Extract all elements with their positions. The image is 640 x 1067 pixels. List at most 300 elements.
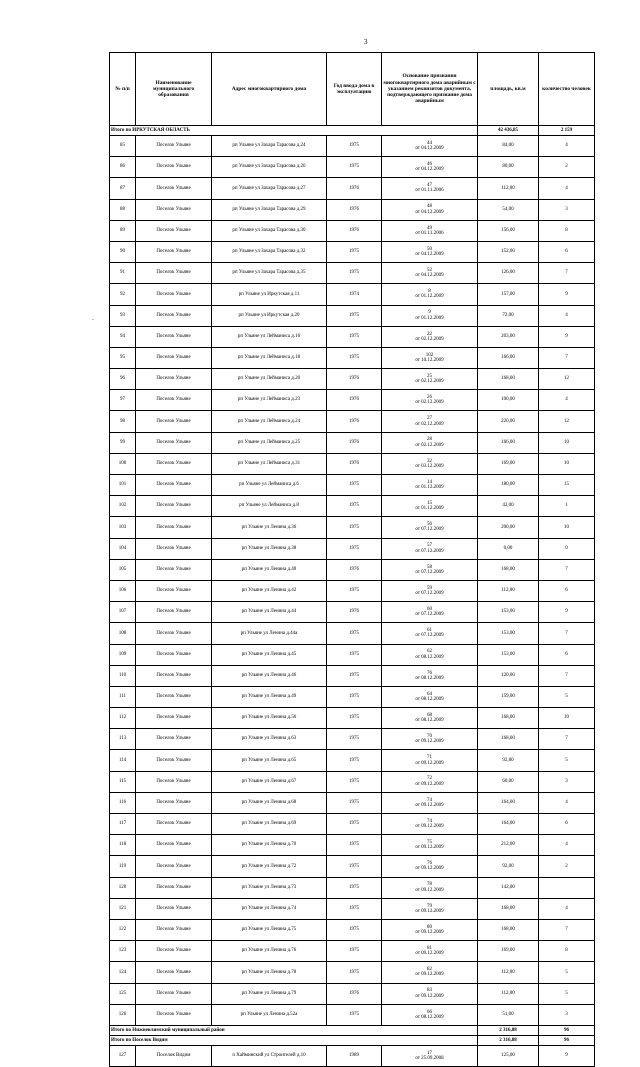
cell-address: рп Ульяне ул Захара Тарасова д.29	[212, 199, 327, 220]
table-row	[110, 814, 595, 835]
header-num: № п/п	[110, 53, 136, 126]
cell-people: 7	[539, 729, 595, 750]
table-row	[110, 623, 595, 644]
cell-doc-number: 68	[427, 712, 432, 718]
cell-area: 156,00	[478, 220, 539, 241]
cell-municipality: Поселок Ульяне	[136, 602, 212, 623]
cell-people: 5	[539, 983, 595, 1004]
housing-table	[109, 52, 595, 1067]
cell-num: 93	[110, 305, 136, 326]
cell-people: 1	[539, 496, 595, 517]
cell-doc-number: 59	[427, 585, 432, 591]
cell-municipality: Поселок Ульяне	[136, 136, 212, 157]
cell-doc-date: от 04.12.2009	[415, 146, 444, 152]
cell-municipality: Поселок Ульяне	[136, 750, 212, 771]
cell-num: 120	[110, 877, 136, 898]
cell-municipality: Поселок Ульяне	[136, 898, 212, 919]
table-row	[110, 941, 595, 962]
cell-address: рп Ульяне ул Ленина д.38	[212, 538, 327, 559]
table-row	[110, 475, 595, 496]
cell-num: 99	[110, 432, 136, 453]
cell-doc-date: от 04.12.2009	[415, 252, 444, 258]
cell-year: 1975	[327, 475, 382, 496]
cell-doc-date: от 03.12.2009	[415, 463, 444, 469]
cell-doc-date: от 07.12.2009	[415, 569, 444, 575]
cell-address: рп Ульяне ул Иркутская д.11	[212, 284, 327, 305]
cell-municipality: Поселок Ульяне	[136, 877, 212, 898]
cell-people: 12	[539, 369, 595, 390]
table-row	[110, 792, 595, 813]
cell-address: рп Ульяне ул Ленина д.49	[212, 686, 327, 707]
cell-doc-number: 66	[427, 1009, 432, 1015]
cell-basis	[382, 263, 478, 284]
table-row	[110, 241, 595, 262]
cell-people: 9	[539, 1045, 595, 1066]
cell-people: 5	[539, 750, 595, 771]
cell-basis	[382, 136, 478, 157]
cell-area: 168,00	[478, 708, 539, 729]
cell-doc-date: от 09.12.2009	[415, 887, 444, 893]
cell-basis	[382, 475, 478, 496]
cell-num: 92	[110, 284, 136, 305]
cell-year: 1975	[327, 538, 382, 559]
cell-municipality: Поселок Ульяне	[136, 305, 212, 326]
cell-address: рп Ульяне ул Ленина д.78	[212, 962, 327, 983]
cell-doc-date: от 01.12.2009	[415, 315, 444, 321]
cell-num: 108	[110, 623, 136, 644]
cell-num: 127	[110, 1045, 136, 1066]
cell-area: 112,00	[478, 580, 539, 601]
cell-address: рп Ульяне ул Ленина д.44	[212, 602, 327, 623]
total-region-people: 2 159	[539, 126, 595, 136]
cell-address: рп Ульяне ул Лейманиса д.23	[212, 390, 327, 411]
cell-address: рп Ульяне ул Ленина д.76	[212, 941, 327, 962]
cell-municipality: Поселок Ульяне	[136, 559, 212, 580]
cell-people: 3	[539, 771, 595, 792]
cell-num: 86	[110, 157, 136, 178]
cell-basis	[382, 814, 478, 835]
cell-municipality: Поселок Ульяне	[136, 983, 212, 1004]
cell-address: рп Ульяне ул Ленина д.75	[212, 919, 327, 940]
cell-municipality: Поселок Ульяне	[136, 919, 212, 940]
cell-doc-date: от 09.12.2009	[415, 845, 444, 851]
cell-people: 4	[539, 835, 595, 856]
cell-year: 1975	[327, 771, 382, 792]
cell-municipality: Поселок Ульяне	[136, 220, 212, 241]
cell-municipality: Поселок Ульяне	[136, 475, 212, 496]
cell-doc-date: от 08.12.2009	[415, 675, 444, 681]
cell-area: 100,00	[478, 390, 539, 411]
cell-area: 169,00	[478, 941, 539, 962]
cell-doc-number: 83	[427, 988, 432, 994]
cell-people: 6	[539, 580, 595, 601]
cell-municipality: Поселок Ульяне	[136, 178, 212, 199]
cell-area: 212,00	[478, 835, 539, 856]
cell-doc-date: от 01.12.2009	[415, 506, 444, 512]
cell-people: 2	[539, 856, 595, 877]
cell-doc-date: от 10.12.2009	[415, 357, 444, 363]
header-area: площадь, кв.м	[478, 53, 539, 126]
table-header-row	[110, 53, 595, 126]
cell-doc-number: 74	[427, 797, 432, 803]
cell-area: 142,00	[478, 877, 539, 898]
cell-doc-date: от 04.12.2009	[415, 209, 444, 215]
cell-year: 1976	[327, 559, 382, 580]
cell-municipality: Поселок Ульяне	[136, 835, 212, 856]
cell-doc-number: 22	[427, 331, 432, 337]
cell-year: 1975	[327, 686, 382, 707]
cell-doc-number: 61	[427, 628, 432, 634]
cell-doc-number: 72	[427, 776, 432, 782]
table-row	[110, 432, 595, 453]
cell-num: 89	[110, 220, 136, 241]
cell-doc-date: от 04.12.2009	[415, 167, 444, 173]
cell-doc-date: от 01.12.2009	[415, 485, 444, 491]
cell-year: 1975	[327, 517, 382, 538]
cell-year: 1975	[327, 919, 382, 940]
header-year: Год ввода дома в эксплуатацию	[327, 53, 382, 126]
cell-basis	[382, 729, 478, 750]
cell-doc-number: 80	[427, 924, 432, 930]
cell-basis	[382, 432, 478, 453]
cell-area: 168,00	[478, 369, 539, 390]
cell-doc-date: от 09.12.2009	[415, 908, 444, 914]
table-row	[110, 178, 595, 199]
table-row	[110, 1045, 595, 1066]
cell-municipality: Поселок Ульяне	[136, 517, 212, 538]
side-mark: -	[92, 317, 94, 323]
cell-municipality: Поселок Ульяне	[136, 453, 212, 474]
cell-num: 119	[110, 856, 136, 877]
cell-municipality: Поселок Ульяне	[136, 665, 212, 686]
cell-people: 4	[539, 305, 595, 326]
cell-doc-number: 25	[427, 373, 432, 379]
cell-num: 122	[110, 919, 136, 940]
cell-basis	[382, 178, 478, 199]
cell-basis	[382, 220, 478, 241]
cell-doc-number: 48	[427, 204, 432, 210]
cell-year: 1974	[327, 284, 382, 305]
cell-doc-number: 75	[427, 840, 432, 846]
cell-doc-date: от 07.12.2009	[415, 612, 444, 618]
cell-address: рп Ульяне ул Захара Тарасова д.27	[212, 178, 327, 199]
cell-area: 168,00	[478, 898, 539, 919]
cell-basis	[382, 877, 478, 898]
table-row	[110, 750, 595, 771]
cell-doc-number: 82	[427, 967, 432, 973]
cell-num: 121	[110, 898, 136, 919]
page-number: 3	[364, 38, 368, 46]
cell-people: 9	[539, 326, 595, 347]
cell-doc-number: 44	[427, 140, 432, 146]
cell-num: 103	[110, 517, 136, 538]
cell-municipality: Поселок Ульяне	[136, 1004, 212, 1025]
table-row	[110, 708, 595, 729]
cell-people: 2	[539, 157, 595, 178]
cell-municipality: Поселок Ульяне	[136, 263, 212, 284]
cell-people: 9	[539, 284, 595, 305]
cell-area: 164,00	[478, 814, 539, 835]
cell-basis	[382, 623, 478, 644]
cell-num: 106	[110, 580, 136, 601]
cell-municipality: Поселок Ульяне	[136, 623, 212, 644]
cell-area: 42,00	[478, 496, 539, 517]
cell-doc-date: от 01.12.2009	[415, 294, 444, 300]
cell-address: рп Ульяне ул Ленина д.68	[212, 792, 327, 813]
cell-doc-number: 70	[427, 734, 432, 740]
cell-municipality: Поселок Ульяне	[136, 962, 212, 983]
cell-num: 90	[110, 241, 136, 262]
cell-doc-date: от 07.12.2009	[415, 591, 444, 597]
cell-area: 120,00	[478, 665, 539, 686]
cell-area: 51,00	[478, 1004, 539, 1025]
cell-area: 125,00	[478, 1045, 539, 1066]
cell-doc-date: от 02.12.2009	[415, 421, 444, 427]
table-row	[110, 390, 595, 411]
cell-num: 116	[110, 792, 136, 813]
table-row	[110, 1004, 595, 1025]
cell-basis	[382, 919, 478, 940]
header-address: Адрес многоквартирного дома	[212, 53, 327, 126]
cell-area: 164,00	[478, 792, 539, 813]
cell-num: 125	[110, 983, 136, 1004]
table-row	[110, 263, 595, 284]
cell-doc-number: 76	[427, 861, 432, 867]
table-row	[110, 665, 595, 686]
cell-year: 1975	[327, 580, 382, 601]
cell-municipality: Поселок Ульяне	[136, 496, 212, 517]
cell-num: 98	[110, 411, 136, 432]
cell-municipality: Поселок Ульяне	[136, 792, 212, 813]
cell-doc-date: от 09.12.2009	[415, 866, 444, 872]
cell-doc-date: от 02.12.2009	[415, 442, 444, 448]
cell-year: 1976	[327, 983, 382, 1004]
cell-area: 200,00	[478, 517, 539, 538]
cell-people: 10	[539, 453, 595, 474]
cell-doc-number: 50	[427, 246, 432, 252]
cell-doc-number: 49	[427, 225, 432, 231]
cell-municipality: Поселок Ульяне	[136, 856, 212, 877]
cell-doc-number: 81	[427, 945, 432, 951]
cell-municipality: Поселок Ульяне	[136, 432, 212, 453]
cell-municipality: Поселок Ульяне	[136, 390, 212, 411]
cell-year: 1975	[327, 1004, 382, 1025]
cell-area: 112,00	[478, 962, 539, 983]
table-row	[110, 517, 595, 538]
cell-year: 1975	[327, 729, 382, 750]
cell-doc-number: 102	[425, 352, 434, 358]
total-settlement-row	[110, 1035, 595, 1045]
cell-people: 6	[539, 814, 595, 835]
table-row	[110, 411, 595, 432]
cell-address: рп Ульяне ул Ленина д.65	[212, 750, 327, 771]
total-settlement-people: 96	[539, 1035, 595, 1045]
cell-address: п Хайминский ул Строителей д.10	[212, 1045, 327, 1066]
cell-area: 159,00	[478, 686, 539, 707]
table-row	[110, 835, 595, 856]
cell-area: 153,00	[478, 644, 539, 665]
cell-municipality: Поселок Ульяне	[136, 580, 212, 601]
cell-address: рп Ульяне ул Лейманиса д.18	[212, 347, 327, 368]
cell-people: 3	[539, 199, 595, 220]
cell-num: 91	[110, 263, 136, 284]
table-row	[110, 347, 595, 368]
cell-people: 7	[539, 559, 595, 580]
cell-people: 10	[539, 708, 595, 729]
cell-basis	[382, 602, 478, 623]
table-row	[110, 983, 595, 1004]
cell-doc-number: 78	[427, 882, 432, 888]
cell-year: 1975	[327, 708, 382, 729]
cell-year: 1975	[327, 856, 382, 877]
cell-basis	[382, 284, 478, 305]
total-district-label: Итого по Нижнеилимский муниципальный район	[110, 1025, 478, 1035]
cell-address: рп Ульяне ул Ленина д.56	[212, 708, 327, 729]
cell-num: 107	[110, 602, 136, 623]
cell-municipality: Поселок Ульяне	[136, 284, 212, 305]
cell-doc-number: 79	[427, 903, 432, 909]
total-district-area: 2 316,88	[478, 1025, 539, 1035]
cell-address: рп Ульяне ул Ленина д.42	[212, 580, 327, 601]
cell-num: 97	[110, 390, 136, 411]
cell-address: рп Ульяне ул Ленина д.67	[212, 771, 327, 792]
table-row	[110, 284, 595, 305]
table-row	[110, 602, 595, 623]
cell-year: 1976	[327, 390, 382, 411]
total-settlement-area: 2 316,88	[478, 1035, 539, 1045]
cell-year: 1975	[327, 157, 382, 178]
cell-address: рп Ульяне ул Ленина д.70	[212, 835, 327, 856]
cell-area: 152,00	[478, 241, 539, 262]
cell-municipality: Поселок Ульяне	[136, 157, 212, 178]
cell-doc-number: 15	[427, 501, 432, 507]
cell-doc-date: от 07.12.2009	[415, 548, 444, 554]
cell-people: 10	[539, 517, 595, 538]
cell-doc-date: от 09.12.2009	[415, 951, 444, 957]
cell-basis	[382, 580, 478, 601]
table-row	[110, 326, 595, 347]
cell-doc-date: от 09.12.2009	[415, 993, 444, 999]
cell-basis	[382, 665, 478, 686]
cell-basis	[382, 771, 478, 792]
cell-municipality: Поселок Ульяне	[136, 326, 212, 347]
total-region-label: Итого по ИРКУТСКАЯ ОБЛАСТЬ	[110, 126, 478, 136]
cell-people: 4	[539, 390, 595, 411]
cell-year: 1975	[327, 877, 382, 898]
cell-address: рп Ульяне ул Ленина д.45	[212, 644, 327, 665]
cell-people: 4	[539, 178, 595, 199]
total-district-people: 96	[539, 1025, 595, 1035]
cell-num: 111	[110, 686, 136, 707]
table-row	[110, 898, 595, 919]
cell-address: рп Ульяне ул Лейманиса д.8	[212, 496, 327, 517]
cell-year: 1975	[327, 496, 382, 517]
cell-people: 7	[539, 263, 595, 284]
cell-doc-date: от 08.12.2009	[415, 654, 444, 660]
cell-area: 112,00	[478, 983, 539, 1004]
cell-people: 4	[539, 898, 595, 919]
cell-address: рп Ульяне ул Ленина д.36	[212, 517, 327, 538]
cell-people: 7	[539, 347, 595, 368]
cell-basis	[382, 983, 478, 1004]
cell-basis	[382, 962, 478, 983]
cell-doc-number: 17	[427, 1050, 432, 1056]
cell-doc-number: 26	[427, 395, 432, 401]
table-row	[110, 369, 595, 390]
cell-municipality: Поселок Ульяне	[136, 347, 212, 368]
cell-num: 109	[110, 644, 136, 665]
cell-num: 110	[110, 665, 136, 686]
cell-area: 92,00	[478, 856, 539, 877]
cell-basis	[382, 750, 478, 771]
cell-basis	[382, 708, 478, 729]
cell-address: рп Ульяне ул Лейманиса д.20	[212, 369, 327, 390]
header-basis: Основание признания многоквартирного дома аварийным с указанием реквизитов документа, подтверждающего признание дома аварийным	[382, 53, 478, 126]
cell-municipality: Поселок Ульяне	[136, 708, 212, 729]
cell-people: 5	[539, 962, 595, 983]
cell-doc-date: от 09.12.2009	[415, 824, 444, 830]
cell-address: рп Ульяне ул Захара Тарасова д.30	[212, 220, 327, 241]
cell-people: 10	[539, 432, 595, 453]
cell-num: 104	[110, 538, 136, 559]
cell-doc-date: от 02.12.2009	[415, 400, 444, 406]
cell-doc-number: 71	[427, 755, 432, 761]
cell-year: 1976	[327, 220, 382, 241]
cell-area: 153,00	[478, 602, 539, 623]
cell-address: рп Ульяне ул Лейманиса д.25	[212, 432, 327, 453]
cell-num: 87	[110, 178, 136, 199]
cell-basis	[382, 538, 478, 559]
header-people: количество человек	[539, 53, 595, 126]
cell-year: 1975	[327, 241, 382, 262]
cell-doc-number: 56	[427, 522, 432, 528]
table-row	[110, 877, 595, 898]
cell-doc-date: от 09.12.2009	[415, 760, 444, 766]
cell-people: 9	[539, 602, 595, 623]
cell-num: 96	[110, 369, 136, 390]
cell-people: 12	[539, 411, 595, 432]
cell-address: рп Ульяне ул Ленина д.44а	[212, 623, 327, 644]
cell-year: 1989	[327, 1045, 382, 1066]
table-row	[110, 538, 595, 559]
cell-address: рп Ульяне ул Ленина д.40	[212, 559, 327, 580]
cell-doc-date: от 08.12.2009	[415, 696, 444, 702]
cell-municipality: Поселок Ульяне	[136, 411, 212, 432]
cell-municipality: Поселок Ульяне	[136, 241, 212, 262]
cell-year: 1975	[327, 792, 382, 813]
cell-area: 168,00	[478, 559, 539, 580]
cell-num: 126	[110, 1004, 136, 1025]
cell-address: рп Ульяне ул Ленина д.73	[212, 877, 327, 898]
cell-doc-number: 46	[427, 162, 432, 168]
cell-year: 1975	[327, 263, 382, 284]
cell-doc-date: от 02.12.2009	[415, 379, 444, 385]
cell-basis	[382, 941, 478, 962]
cell-area: 166,00	[478, 347, 539, 368]
cell-basis	[382, 157, 478, 178]
cell-year: 1975	[327, 644, 382, 665]
cell-doc-number: 74	[427, 818, 432, 824]
cell-doc-number: 47	[427, 183, 432, 189]
cell-year: 1976	[327, 199, 382, 220]
cell-people: 5	[539, 686, 595, 707]
cell-doc-date: от 01.11.2006	[415, 188, 444, 194]
cell-area: 168,00	[478, 729, 539, 750]
cell-people: 15	[539, 475, 595, 496]
cell-basis	[382, 241, 478, 262]
cell-doc-date: от 07.12.2009	[415, 633, 444, 639]
cell-address: рп Ульяне ул Ленина д.52а	[212, 1004, 327, 1025]
